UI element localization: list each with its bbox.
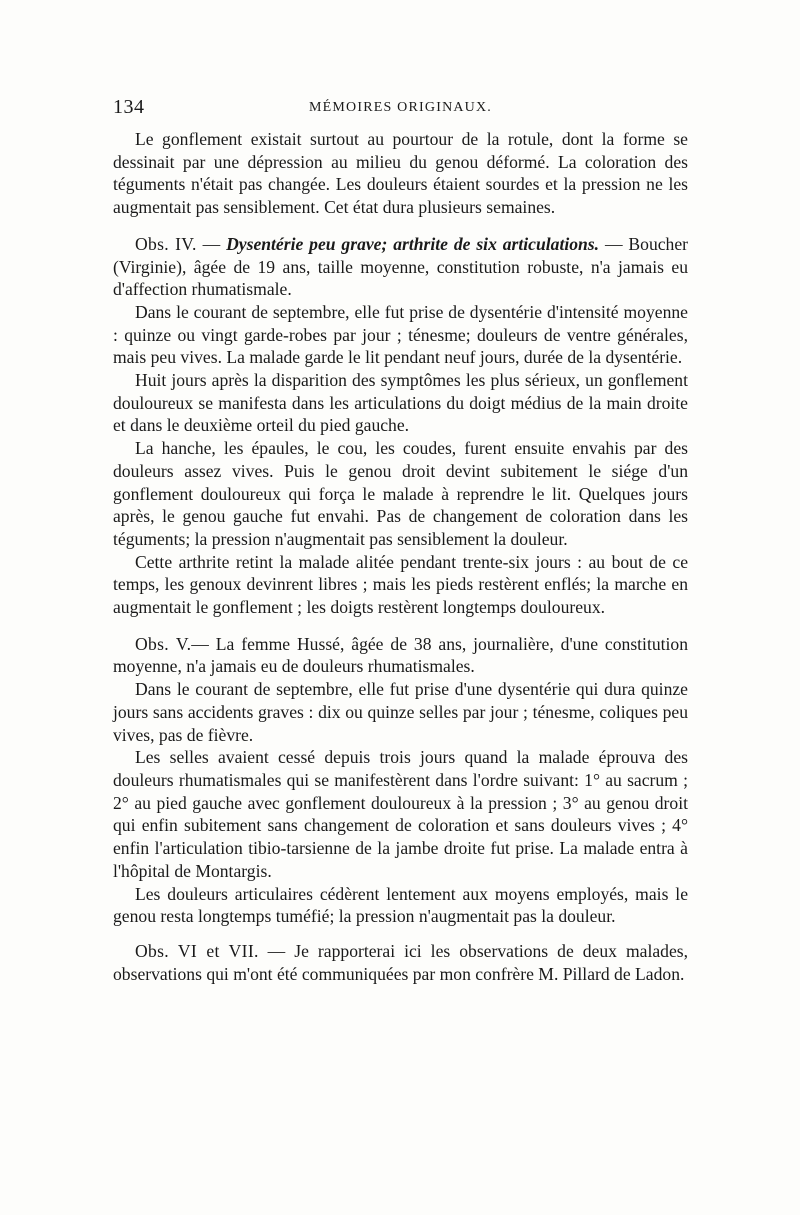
paragraph: Dans le courant de septembre, elle fut prise d'une dysentérie qui dura quinze jours sans accidents graves : dix ou quinze selles par jour ; ténesme, coliques peu vives, pas de fièvre.	[113, 679, 688, 745]
observation-heading-paragraph: Obs. VI et VII. — Je rapporterai ici les observations de deux malades, observations qui m'ont été communiquées par mon confrère M. Pillard de Ladon.	[113, 940, 688, 984]
paragraph: Les selles avaient cessé depuis trois jours quand la malade éprouva des douleurs rhumatismales qui se manifestèrent dans l'ordre suivant: 1° au sacrum ; 2° au pied gauche avec gonflement douloureux à la pression ; 3° au genou droit qui enfin subitement sans changement de coloration et sans douleurs vives ; 4° enfin l'articulation tibio-tarsienne de la jambe droite fut prise. La malade entra à l'hôpital de Montargis.	[113, 747, 688, 881]
observation-label: Obs. IV.	[135, 233, 197, 254]
page-header	[113, 96, 688, 126]
paragraph: La hanche, les épaules, le cou, les coudes, furent ensuite envahis par des douleurs assez vives. Puis le genou droit devint subitement le siége d'un gonflement douloureux qui força le malade à reprendre le lit. Quelques jours après, le genou gauche fut envahi. Pas de changement de coloration dans les téguments; la pression n'augmentait pas sensiblement la douleur.	[113, 438, 688, 549]
observation-title: Dysentérie peu grave; arthrite de six articulations.	[226, 233, 600, 254]
paragraph: Dans le courant de septembre, elle fut prise de dysentérie d'intensité moyenne : quinze ou vingt garde-robes par jour ; ténesme; douleurs de ventre générales, mais peu vives. La malade garde le lit pendant neuf jours, durée de la dysentérie.	[113, 301, 688, 368]
paragraph: Huit jours après la disparition des symptômes les plus sérieux, un gonflement douloureux se manifesta dans les articulations du doigt médius de la main droite et dans le deuxième orteil du pied gauche.	[113, 370, 688, 436]
paragraph: Cette arthrite retint la malade alitée pendant trente-six jours : au bout de ce temps, les genoux devinrent libres ; mais les pieds restèrent enflés; la marche en augmentait le gonflement ; les doigts restèrent longtemps douloureux.	[113, 551, 688, 618]
observation-label: Obs. VI et VII.	[135, 940, 259, 961]
paragraph: Les douleurs articulaires cédèrent lentement aux moyens employés, mais le genou resta longtemps tuméfié; la pression n'augmentait pas la douleur.	[113, 883, 688, 927]
observation-heading-paragraph: Obs. V.— La femme Hussé, âgée de 38 ans, journalière, d'une constitution moyenne, n'a jamais eu de douleurs rhumatismales.	[113, 633, 688, 677]
observation-heading-paragraph: Obs. IV. — Dysentérie peu grave; arthrite de six articulations. — Boucher (Virginie), âgée de 19 ans, taille moyenne, constitution robuste, n'a jamais eu d'affection rhumatismale.	[113, 233, 689, 300]
body-text	[113, 128, 688, 985]
page-number: 134	[113, 96, 145, 118]
observation-label: Obs. V.	[135, 633, 192, 654]
paragraph: Le gonflement existait surtout au pourtour de la rotule, dont la forme se dessinait par une dépression au milieu du genou déformé. La coloration des téguments n'était pas changée. Les douleurs étaient sourdes et la pression ne les augmentait pas sensiblement. Cet état dura plusieurs semaines.	[113, 129, 688, 218]
running-title: MÉMOIRES ORIGINAUX.	[308, 100, 493, 115]
